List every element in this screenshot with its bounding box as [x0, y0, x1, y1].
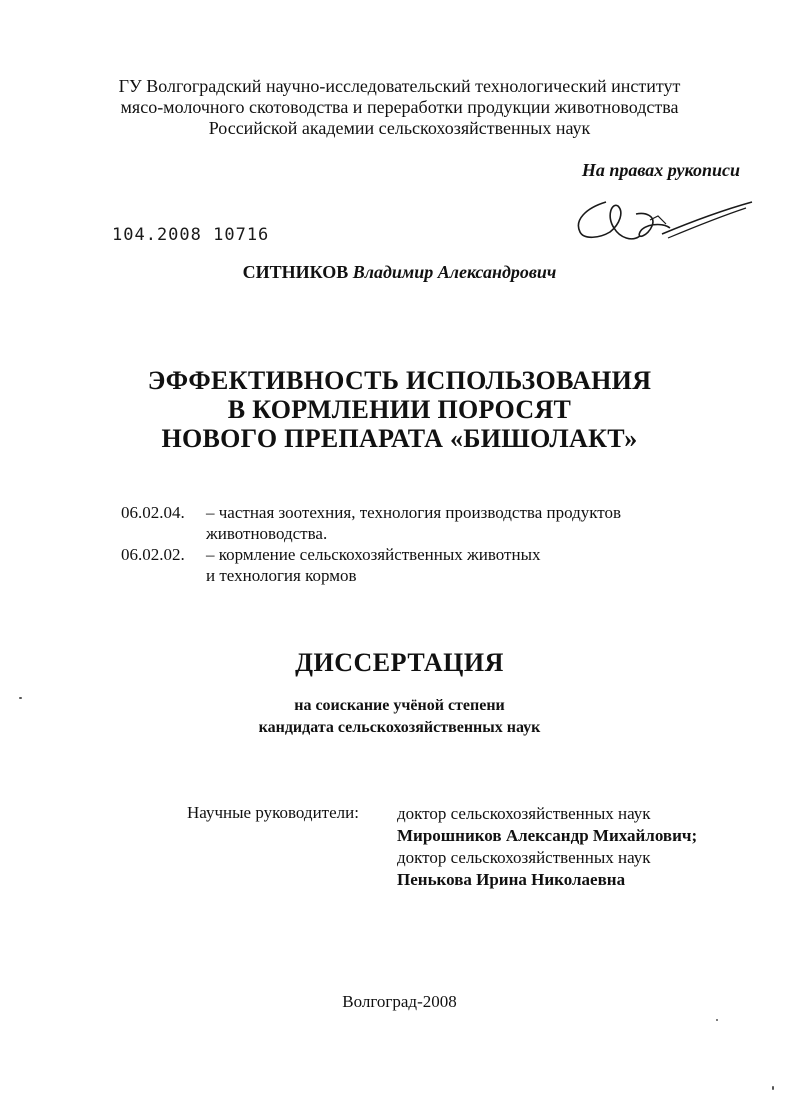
author [0, 262, 799, 283]
title-line: НОВОГО ПРЕПАРАТА «БИШОЛАКТ» [161, 424, 638, 453]
degree-line: на соискание учёной степени [294, 697, 505, 714]
institution-line: ГУ Волгоградский научно-исследовательский технологический институт [118, 76, 681, 96]
specialty-text: – частная зоотехния, технология производства продуктов [206, 503, 622, 522]
degree-line: кандидата сельскохозяйственных наук [258, 719, 541, 736]
specialty-item [121, 502, 621, 544]
document-type: ДИССЕРТАЦИЯ [295, 648, 504, 677]
supervisors-label: Научные руководители: [187, 803, 359, 822]
inventory-stamp: 104.2008 10716 [112, 225, 270, 245]
specialty-text: – кормление сельскохозяйственных животных [206, 545, 541, 564]
supervisor-name: Мирошников Александр Михайлович; [397, 826, 698, 845]
scan-speck [19, 697, 22, 699]
supervisor-title: доктор сельскохозяйственных наук [397, 804, 651, 823]
institution-header [0, 76, 799, 139]
signature [566, 194, 766, 250]
institution-line: Российской академии сельскохозяйственных наук [208, 118, 591, 138]
specialty-item [121, 544, 541, 586]
specialty-code: 06.02.04. [121, 503, 185, 522]
supervisors-list [397, 803, 697, 891]
supervisor-name: Пенькова Ирина Николаевна [397, 870, 626, 889]
city-year: Волгоград-2008 [342, 992, 457, 1011]
scan-speck [716, 1019, 718, 1021]
institution-line: мясо-молочного скотоводства и переработки продукции животноводства [120, 97, 679, 117]
scan-speck [772, 1086, 774, 1090]
specialty-continuation: и технология кормов [206, 566, 357, 585]
specialty-code: 06.02.02. [121, 545, 185, 564]
manuscript-note: На правах рукописи [581, 160, 740, 180]
author-surname: СИТНИКОВ [242, 262, 349, 282]
specialty-continuation: животноводства. [206, 524, 328, 543]
title-line: В КОРМЛЕНИИ ПОРОСЯТ [227, 395, 572, 424]
title-line: ЭФФЕКТИВНОСТЬ ИСПОЛЬЗОВАНИЯ [147, 366, 652, 395]
supervisor-title: доктор сельскохозяйственных наук [397, 848, 651, 867]
dissertation-title [0, 366, 799, 453]
degree-info [0, 695, 799, 739]
author-given-name: Владимир Александрович [352, 262, 557, 282]
